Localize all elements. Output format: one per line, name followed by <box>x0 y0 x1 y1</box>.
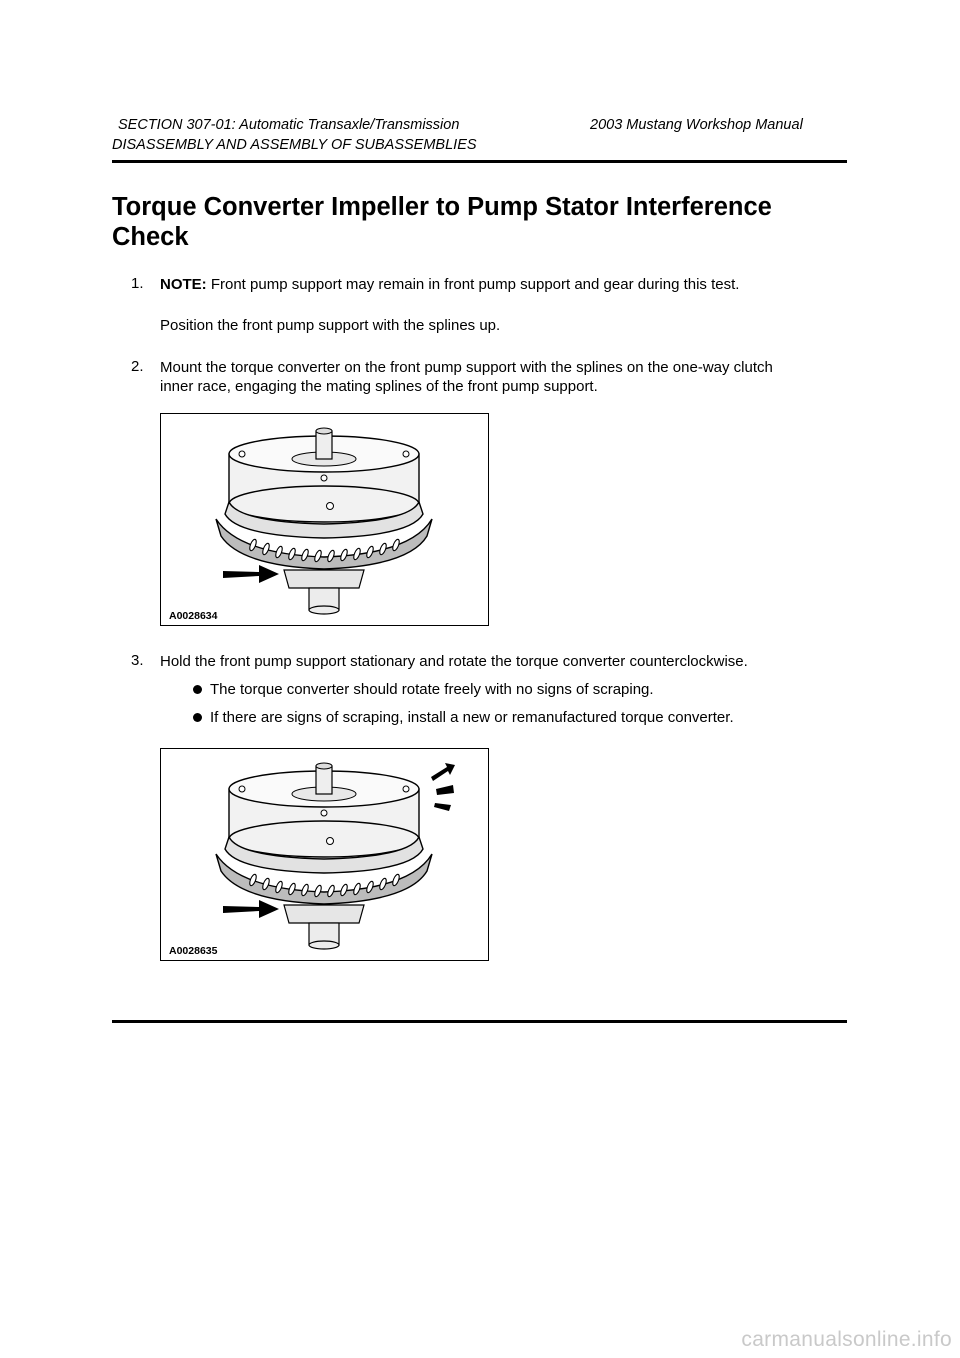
bullet-icon <box>193 685 202 694</box>
note-text: Front pump support may remain in front pump support and gear during this test. <box>210 276 740 293</box>
page-title-line-1: Torque Converter Impeller to Pump Stator Interference <box>112 193 772 221</box>
manual-title: 2003 Mustang Workshop Manual <box>590 117 803 133</box>
subsection-title: DISASSEMBLY AND ASSEMBLY OF SUBASSEMBLIES <box>112 137 477 153</box>
figure-torque-converter-2 <box>160 748 489 961</box>
page-title-line-2: Check <box>112 223 189 251</box>
figure-torque-converter-1 <box>160 413 489 626</box>
step-2-line-2: inner race, engaging the mating splines of the front pump support. <box>160 378 598 395</box>
watermark: carmanualsonline.info <box>741 1328 952 1351</box>
arrow-icon <box>223 900 279 918</box>
step-2-number: 2. <box>131 358 144 375</box>
step-1-text: Position the front pump support with the splines up. <box>160 317 501 334</box>
figure-2-caption: A0028635 <box>169 945 218 957</box>
step-3-text: Hold the front pump support stationary and rotate the torque converter counterclockwise. <box>160 653 748 670</box>
step-3-number: 3. <box>131 652 144 669</box>
page-title <box>112 192 852 252</box>
torque-converter-illustration <box>161 749 488 960</box>
arrow-icon <box>223 565 279 583</box>
bullet-icon <box>193 713 202 722</box>
step-1-note <box>160 275 739 294</box>
torque-converter-illustration <box>161 414 488 625</box>
note-label: NOTE: <box>160 276 207 293</box>
rotation-arrow-icon <box>431 763 455 811</box>
footer-rule <box>112 1020 847 1023</box>
section-title: SECTION 307-01: Automatic Transaxle/Transmission <box>118 117 460 133</box>
figure-1-caption: A0028634 <box>169 610 218 622</box>
step-3-bullet-2: If there are signs of scraping, install a new or remanufactured torque converter. <box>210 709 734 726</box>
header-rule <box>112 160 847 163</box>
step-2-line-1: Mount the torque converter on the front pump support with the splines on the one-way clutch <box>160 359 773 376</box>
step-1-number: 1. <box>131 275 144 292</box>
step-3-bullet-1: The torque converter should rotate freely with no signs of scraping. <box>210 681 654 698</box>
